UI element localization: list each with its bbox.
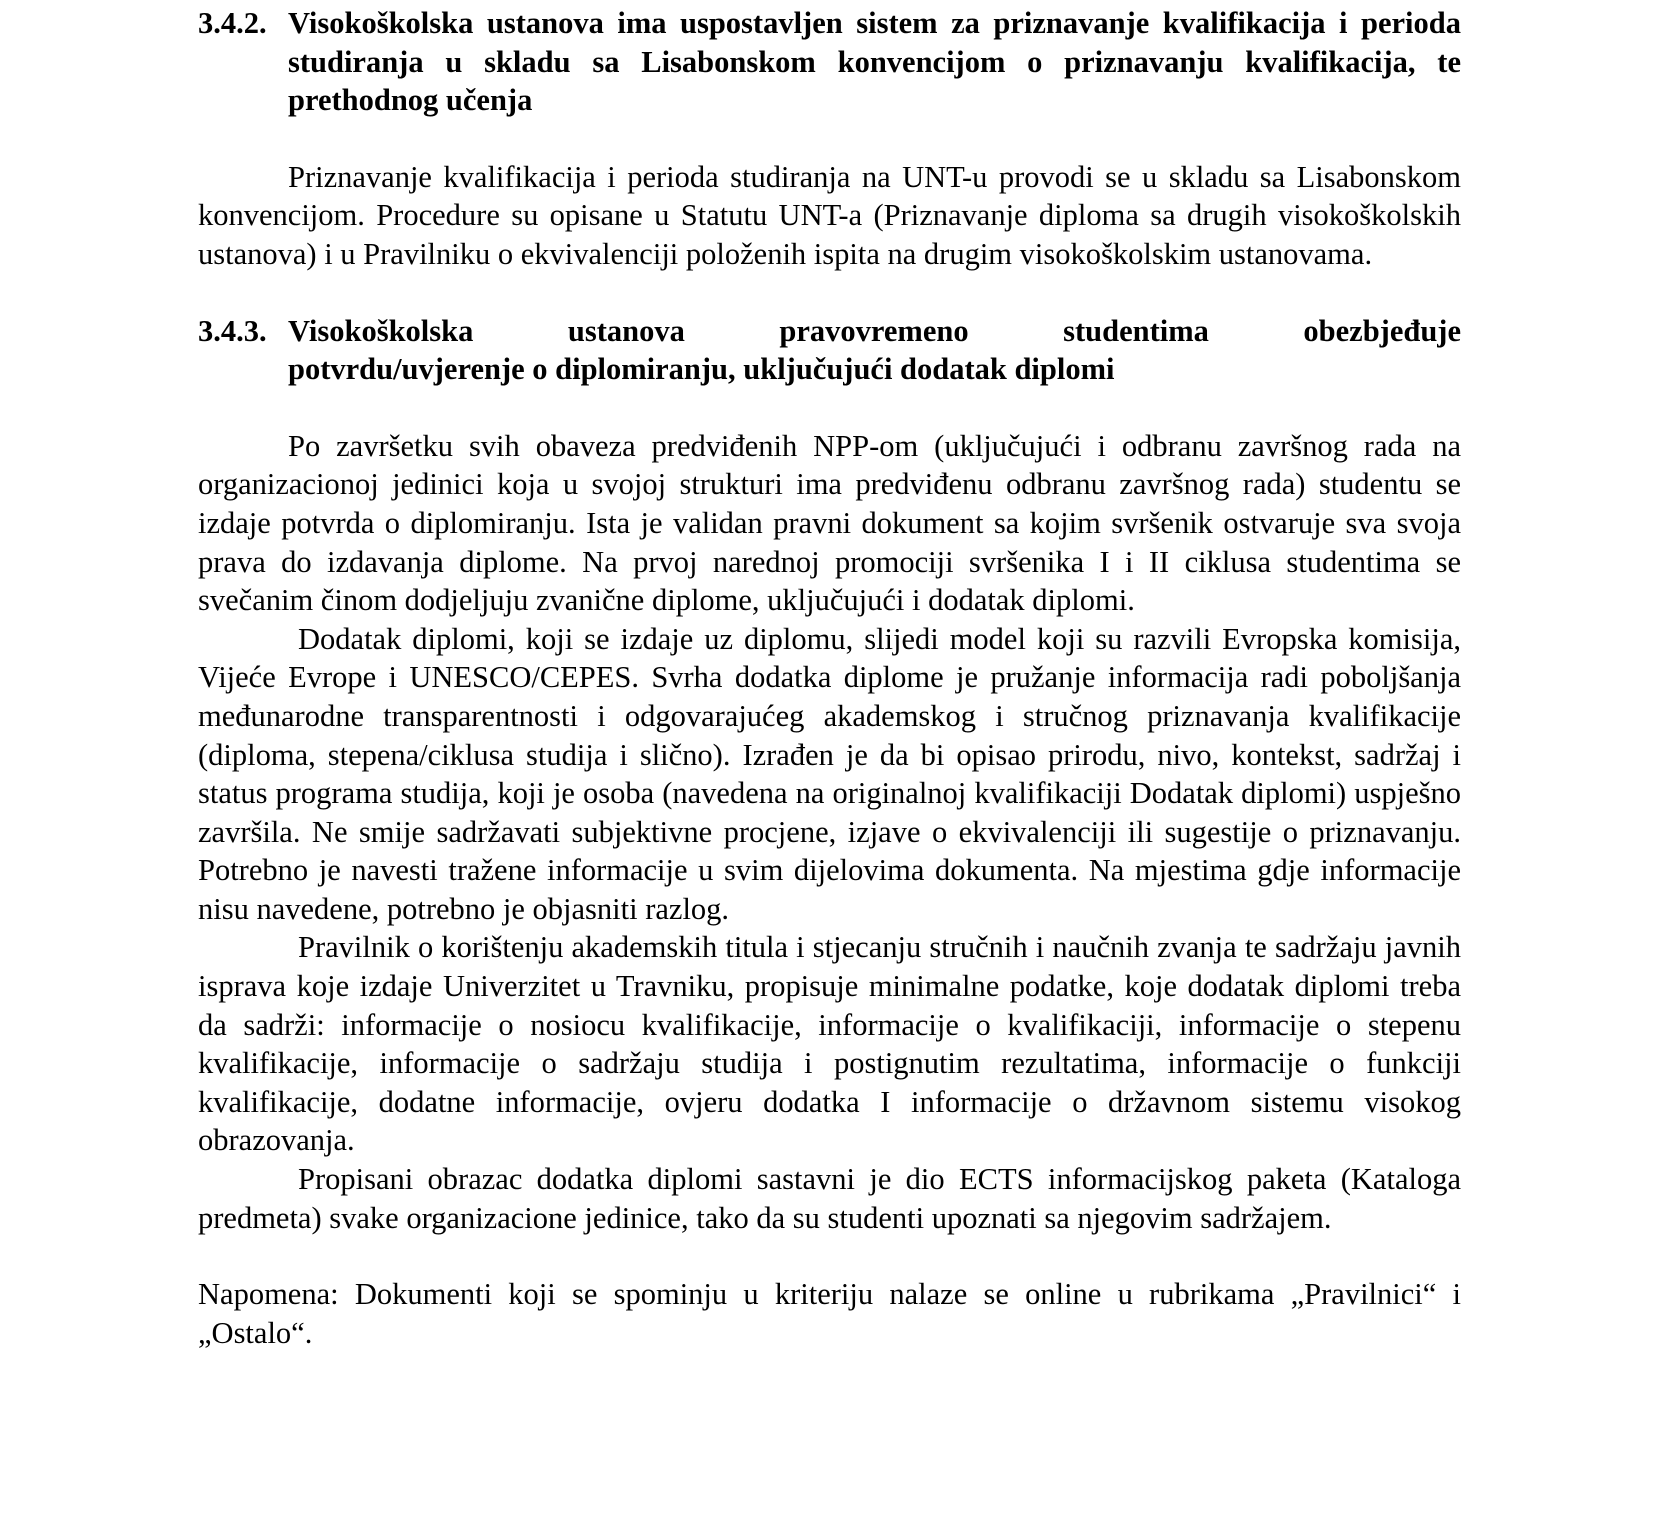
section-title xyxy=(288,312,1461,389)
paragraph: Propisani obrazac dodatka diplomi sastavni je dio ECTS informacijskog paketa (Kataloga predmeta) svake organizacione jedinice, tako da su studenti upoznati sa njegovim sadržajem. xyxy=(198,1162,1461,1235)
paragraph: Priznavanje kvalifikacija i perioda studiranja na UNT-u provodi se u skladu sa Lisabonskom konvencijom. Procedure su opisane u Statutu UNT-a (Priznavanje diploma sa drugih visokoškolskih ustanova) i u Pravilniku o ekvivalenciji položenih ispita na drugim visokoškolskim ustanovama. xyxy=(198,159,1461,271)
paragraph: Pravilnik o korištenju akademskih titula i stjecanju stručnih i naučnih zvanja te sadržaju javnih isprava koje izdaje Univerzitet u Travniku, propisuje minimalne podatke, koje dodatak diplomi treba da sadrži: informacije o nosiocu kvalifikacije, informacije o kvalifikaciji, informacije o stepenu kvalifikacije, informacije o sadržaju studija i postignutim rezultatima, informacije o funkciji kvalifikacije, dodatne informacije, ovjeru dodatka I informacije o državnom sistemu visokog obrazovanja. xyxy=(198,930,1461,1158)
section-title-line: Visokoškolska ustanova pravovremeno studentima obezbjeđuje xyxy=(288,313,1461,348)
paragraph: Dodatak diplomi, koji se izdaje uz diplomu, slijedi model koji su razvili Evropska komisija, Vijeće Evrope i UNESCO/CEPES. Svrha dodatka diplome je pružanje informacija radi poboljšanja međunarodne transparentnosti i odgovarajućeg akademskog i stručnog priznavanja kvalifikacije (diploma, stepena/ciklusa studija i slično). Izrađen je da bi opisao prirodu, nivo, kontekst, sadržaj i status programa studija, koji je osoba (navedena na originalnoj kvalifikaciji Dodatak diplomi) uspješno završila. Ne smije sadržavati subjektivne procjene, izjave o ekvivalenciji ili sugestije o priznavanju. Potrebno je navesti tražene informacije u svim dijelovima dokumenta. Na mjestima gdje informacije nisu navedene, potrebno je objasniti razlog. xyxy=(198,621,1461,926)
section-title: Visokoškolska ustanova ima uspostavljen sistem za priznavanje kvalifikacija i perioda studiranja u skladu sa Lisabonskom konvencijom o priznavanju kvalifikacija, te prethodnog učenja xyxy=(288,6,1461,118)
section-number: 3.4.3. xyxy=(198,313,267,348)
section-number: 3.4.2. xyxy=(198,6,267,40)
section-heading-3-4-3 xyxy=(198,312,1461,389)
paragraph: Po završetku svih obaveza predviđenih NPP-om (uključujući i odbranu završnog rada na organizacionoj jedinici koja u svojoj strukturi ima predviđenu odbranu završnog rada) studentu se izdaje potvrda o diplomiranju. Ista je validan pravni dokument sa kojim svršenik ostvaruje sva svoja prava do izdavanja diplome. Na prvoj narednoj promociji svršenika I i II ciklusa studentima se svečanim činom dodjeljuju zvanične diplome, uključujući i dodatak diplomi. xyxy=(198,428,1461,618)
section-heading-3-4-2 xyxy=(198,4,1461,120)
note: Napomena: Dokumenti koji se spominju u kriteriju nalaze se online u rubrikama „Pravilnici“ i „Ostalo“. xyxy=(198,1277,1461,1350)
section-title-line: potvrdu/uvjerenje o diplomiranju, uključujući dodatak diplomi xyxy=(288,352,1115,387)
document-page xyxy=(198,4,1461,1352)
